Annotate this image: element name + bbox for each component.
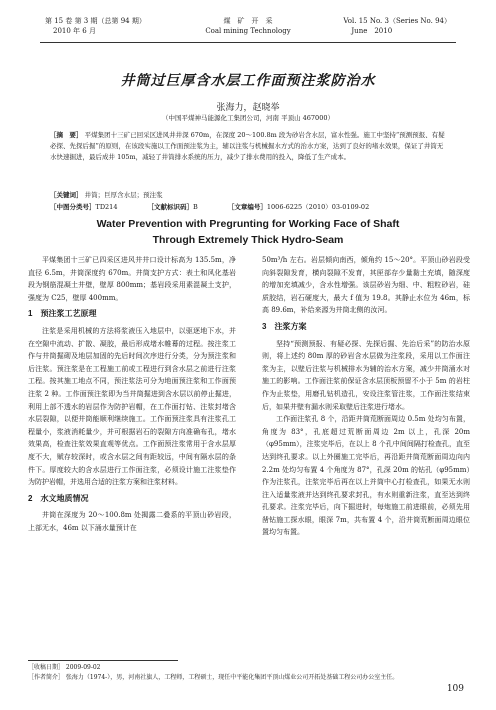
section-2-paragraph: 井筒在深度为 20～100.8m 处揭露二叠系的平顶山砂岩段，上部无水，46m 以下涌水量预计在 — [28, 511, 236, 532]
section-2-continued: 50m³/h 左右。岩层倾向南西，倾角约 15～20°。平顶山砂岩段受向斜裂隙发育，横向裂隙不发育，其匣部存少量黏土充填，随深度的增加充填减少，含水性增强。该层砂岩为细、中、粗粒砂岩，硅质胶结，岩石硬度大，最大 f 值为 19.8。其静止水位为 46m，标高 89.6m，补给来源为井筒北侧的汝河。 — [262, 256, 470, 315]
journal-name-cn: 煤 矿 开 采 — [223, 17, 273, 25]
header-date: 2010 年 6 月 — [53, 27, 96, 35]
paper-affiliation: （中国平煤神马能源化工集团公司，河南 平顶山 467000） — [162, 114, 334, 122]
paper-title-en — [0, 216, 496, 248]
running-header — [0, 8, 496, 42]
intro-paragraph: 平煤集团十三矿已四采区进风井井口设计标高为 135.5m，净直径 6.5m，井筒深度约 670m。井筒支护方式：表土和风化基岩段为钢筋混凝土井壁，壁厚 800mm；基岩段采用素混凝土支护，强度为 C25，壁厚 400mm。 — [28, 256, 236, 302]
footnote-rule — [28, 660, 178, 661]
header-issue: 第 15 卷 第 3 期（总第 94 期） — [45, 17, 146, 25]
author-bio: ［作者简介］ 张海力（1974-），男，河南社旗人，工程师，工程硕士，现任中平能化集团平顶山煤业公司开拓处基础工程公司办公室主任。 — [28, 674, 399, 681]
keywords-text: 井筒；巨厚含水层；预注浆 — [84, 191, 163, 199]
journal-name-en: Coal mining Technology — [205, 27, 291, 35]
keywords — [50, 190, 446, 199]
clc-value: TD214 — [95, 203, 118, 211]
section-3-paragraph-2: 工作面注浆孔 8 个，沿距井筒荒断面周边 0.5m 处均匀布置，角度为 83°，孔底超过荒断面周边 2m 以上，孔深 20m（φ95mm），注浆完毕后，在以上 8 个孔中间间隔打检查孔，直至达到终孔要求。以上外圈施工完毕后，再沿距井筒荒断面周边向内 2.2m 处均匀布置 4 个角度为 87°，孔深 20m 的钻孔（φ95mm）作为注浆孔，注浆完毕后再在以上并筒中心打检查孔，如果无水则注入适量浆液并达到终孔要求封孔，有水则重新注浆，直至达到终孔要求。注浆完毕后，向下掘进时，每炮施工前进眼前，必须先用凿钻施工探水眼，眼深 7m，共布置 4 个，沿井筒荒断面周边眼位置均匀布置。 — [262, 415, 470, 537]
doc-code-label: ［文献标识码］ — [147, 203, 194, 211]
classification-line — [50, 202, 446, 211]
footnote — [28, 663, 468, 683]
section-3-paragraph-1: 坚持“预测预报、有疑必探、先探后掘、先治后采”的防治水原则，将上述约 80m 厚的砂岩含水层做为注浆段，采用以工作面注浆为主，以壁后注浆与机械排水为辅的治水方案，减少井筒涌水对施工的影响。工作面注浆前保证含水层顶板预留不小于 5m 的岩柱作为止浆垫，用磨孔钻机造孔，安设注浆管注浆，工作面注浆结束后，如果井壁有漏水则采取壁后注浆进行堵水。 — [262, 339, 470, 411]
header-volume: Vol. 15 No. 3（Series No. 94） — [343, 17, 451, 25]
section-heading-1: 1 预注浆工艺原理 — [28, 309, 97, 319]
article-no-value: 1006-6225（2010）03-0109-02 — [266, 203, 370, 211]
title-en-line2: Through Extremely Thick Hydro-Seam — [152, 234, 344, 246]
title-en-line1: Water Prevention with Pregrunting for Working Face of Shaft — [96, 218, 400, 230]
abstract — [50, 130, 446, 163]
received-date: ［收稿日期］ 2009-09-02 — [28, 664, 101, 671]
section-heading-2: 2 水文地质情况 — [28, 493, 89, 503]
header-rule — [40, 42, 456, 43]
abstract-label: ［摘 要］ — [50, 131, 83, 139]
keywords-label: ［关键词］ — [50, 191, 83, 199]
header-month: June 2010 — [351, 27, 393, 35]
page-number: 109 — [446, 684, 464, 694]
paper-title-cn: 井筒过巨厚含水层工作面预注浆防治水 — [120, 73, 376, 89]
article-no-label: ［文章编号］ — [227, 203, 267, 211]
left-column — [28, 254, 236, 534]
clc-label: ［中图分类号］ — [50, 203, 96, 211]
right-column — [262, 254, 470, 539]
section-heading-3: 3 注浆方案 — [262, 321, 307, 331]
doc-code-value: B — [193, 203, 198, 211]
section-1-paragraph: 注浆是采用机械的方法将浆液压入地层中，以驱逐地下水，并在空隙中流动、扩散、凝胶，最后形成堵水帷幕的过程。按注浆工作与井筒掘砌及地层加固的先后时间次序进行分类，分为预注浆和后注浆。预注浆是在工程施工前或工程进行到含水层之前进行注浆工程。按其施工地点不同，预注浆法可分为地面预注浆和工作面预注浆 2 种。工作面预注浆即为当井筒掘进到含水层以前停止掘进，利用上部不透水的岩层作为防护岩帽，在工作面打钻、注浆封堵含水层裂隙，以便井筒能顺利继续施工。工作面预注浆具有注浆孔工程量小，浆液消耗量少，并可根据岩石的裂隙方向准确布孔，堵水效果高，检查注浆效果直观等优点。工作面预注浆常用于含水层厚度不大，赋存较深时，或含水层之间有距较远，中间有隔水层的条件下。厚度较大的含水层进行工作面注浆，必须设计施工注浆垫作为防护岩帽，并选用合适的注浆方案和注浆材料。 — [28, 326, 236, 487]
paper-authors: 张海力，赵晓举 — [216, 103, 280, 113]
abstract-text: 平煤集团十三矿已回采区进风井井深 670m，在深度 20～100.8m 段为砂岩含水层，富水性强。施工中坚持“预测预报、有疑必探、先探后掘”的原则，在该段实施以工作面预注浆为主，辅以注浆与机械掘水方式的治水方案，达到了良好的堵水效果，保证了井筒无水快速掘进，最后成井 105m，减轻了井筒排水系统的压力，减少了排水费用的投入，降低了生产成本。 — [50, 131, 445, 161]
header-right — [343, 16, 451, 36]
